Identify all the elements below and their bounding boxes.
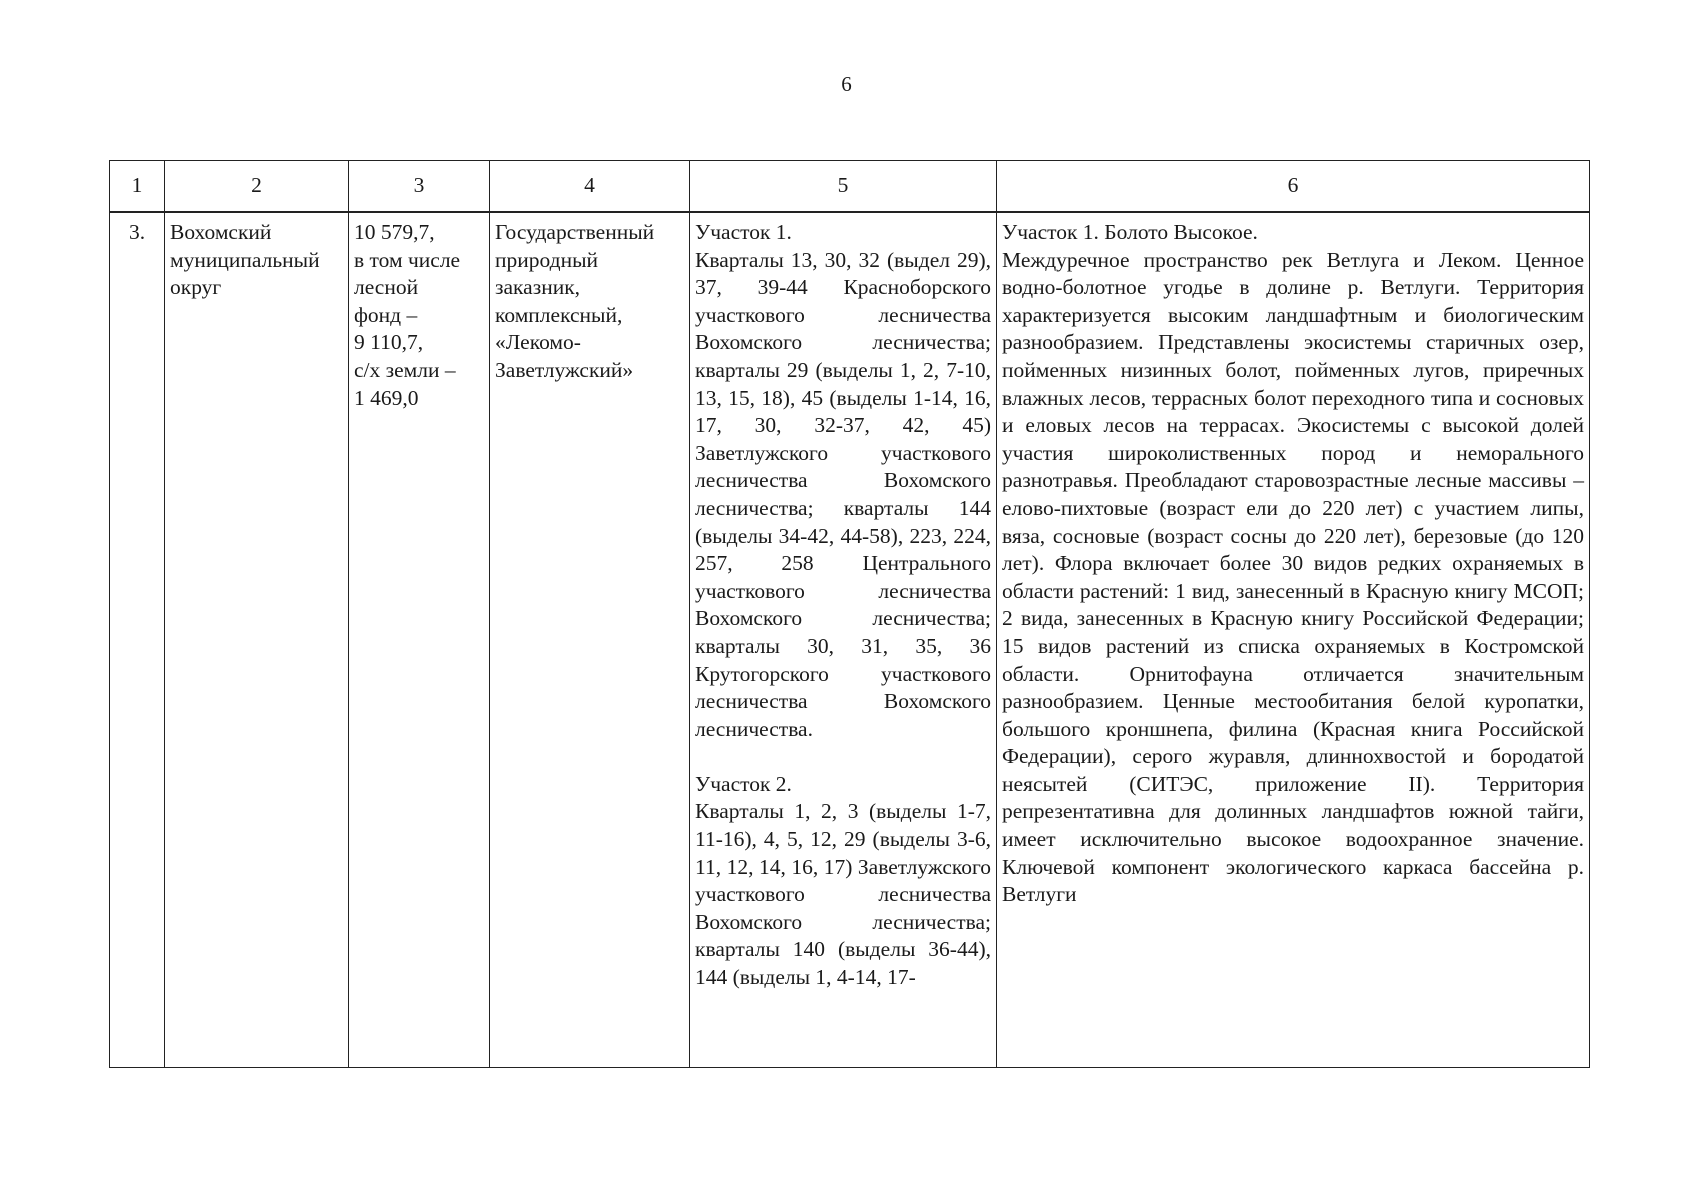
site1-title: Участок 1.	[695, 220, 792, 244]
column-header-4: 4	[490, 161, 690, 213]
column-header-1: 1	[110, 161, 165, 213]
category-line-5: «Лекомо-	[495, 330, 581, 355]
column-header-2: 2	[165, 161, 349, 213]
page-number: 6	[841, 72, 852, 96]
site2-title: Участок 2.	[695, 771, 792, 796]
table-header-row	[110, 161, 1590, 213]
row-number: 3.	[128, 220, 146, 244]
description-cell	[997, 212, 1590, 1068]
category-cell	[490, 212, 690, 1068]
area-including: в том числе	[354, 247, 461, 272]
description-text: Междуречное пространство рек Ветлуга и Леком. Ценное водно-болотное угодье в долине р. Ветлуги. Территория характеризуется высоким ландшафтным и биологическим разнообразием. Представлены экосистемы старичных озер, пойменных низинных болот, пойменных лугов, приречных влажных лесов, террасных болот переходного типа и сосновых и еловых лесов на террасах. Экосистемы с высокой долей участия широколиственных пород и неморального разнотравья. Преобладают старовозрастные лесные массивы – елово-пихтовые (возраст ели до 220 лет) с участием липы, вяза, сосновые (возраст сосны до 220 лет), березовые (до 120 лет). Флора включает более 30 видов редких охраняемых в области растений: 1 вид, занесенный в Красную книгу МСОП; 2 вида, занесенных в Красную книгу Российской Федерации; 15 видов растений из списка охраняемых в Костромской области. Орнитофауна отличается значительным разнообразием. Ценные местообитания белой куропатки, большого кроншнепа, филина (Красная книга Российской Федерации), серого журавля, длиннохвостой и бородатой неясытей (СИТЭС, приложение II). Территория репрезентативна для долинных ландшафтов южной тайги, имеет исключительно высокое водоохранное значение. Ключевой компонент экологического каркаса бассейна р. Ветлуги	[1002, 247, 1584, 907]
description-title: Участок 1. Болото Высокое.	[1002, 220, 1258, 244]
table-row	[110, 212, 1590, 1068]
column-header-5: 5	[690, 161, 997, 213]
site1-text: Кварталы 13, 30, 32 (выдел 29), 37, 39-44 Красноборского участкового лесничества Вохомского лесничества; кварталы 29 (выделы 1, 2, 7-10, 13, 15, 18), 45 (выделы 1-14, 16, 17, 30, 32-37, 42, 45) Заветлужского участкового лесничества Вохомского лесничества; кварталы 144 (выделы 34-42, 44-58), 223, 224, 257, 258 Центрального участкового лесничества Вохомского лесничества; кварталы 30, 31, 35, 36 Крутогорского участкового лесничества Вохомского лесничества.	[695, 247, 991, 741]
paragraph-gap	[695, 743, 991, 771]
category-line-2: природный	[495, 247, 599, 272]
area-forest-label: лесной	[354, 275, 419, 300]
category-line-1: Государственный	[495, 220, 655, 244]
area-cell	[349, 212, 490, 1068]
category-line-3: заказник,	[495, 275, 581, 300]
column-header-6: 6	[997, 161, 1590, 213]
area-farmland-value: 1 469,0	[354, 385, 419, 410]
category-line-6: Заветлужский»	[495, 357, 634, 382]
area-forest-value: 9 110,7,	[354, 330, 424, 355]
column-header-3: 3	[349, 161, 490, 213]
category-line-4: комплексный,	[495, 302, 623, 327]
district-cell	[165, 212, 349, 1068]
area-total: 10 579,7,	[354, 220, 435, 244]
row-number-cell	[110, 212, 165, 1068]
site2-text: Кварталы 1, 2, 3 (выделы 1-7, 11-16), 4, 5, 12, 29 (выделы 3-6, 11, 12, 14, 16, 17) Заветлужского участкового лесничества Вохомского лесничества; кварталы 140 (выделы 36-44), 144 (выделы 1, 4-14, 17-	[695, 799, 991, 990]
area-fund-label: фонд –	[354, 302, 418, 327]
area-farmland-label: с/х земли –	[354, 357, 456, 382]
protected-areas-table	[109, 160, 1590, 1068]
site-boundaries-cell	[690, 212, 997, 1068]
district-name: Вохомский муниципальный округ	[170, 220, 320, 300]
